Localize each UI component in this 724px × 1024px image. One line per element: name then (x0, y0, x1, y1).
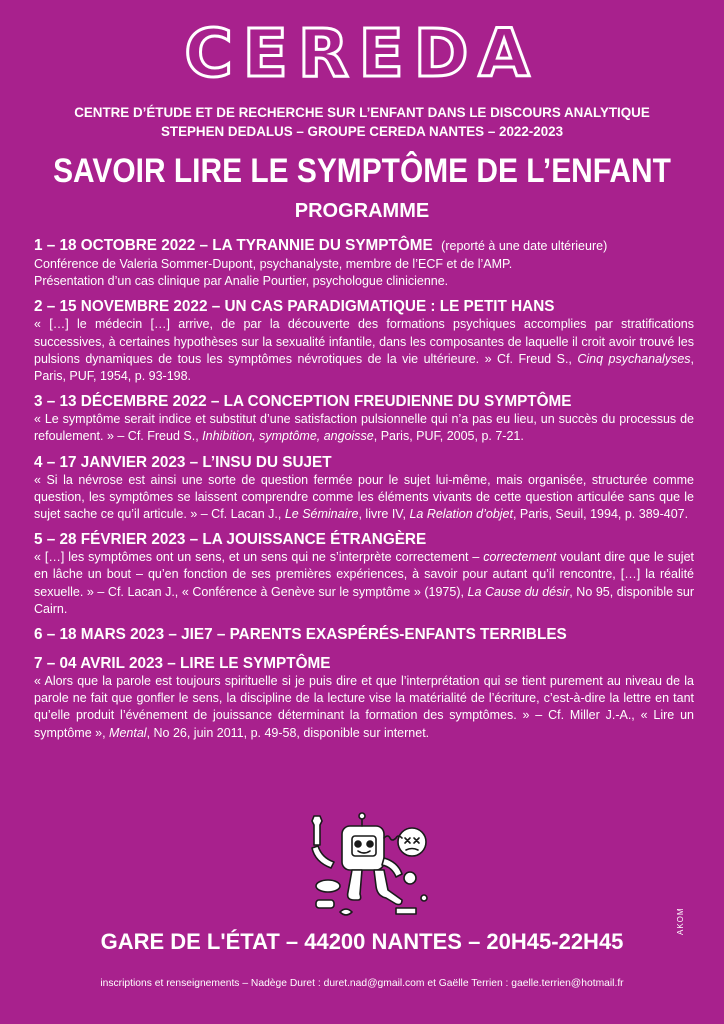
programme-heading: PROGRAMME (294, 200, 430, 222)
session-item (34, 654, 694, 742)
contact-info: inscriptions et renseignements – Nadège Duret : duret.nad@gmail.com et Gaëlle Terrien : gaelle.terrien@hotmail.fr (100, 978, 624, 989)
session-heading: 6 – 18 MARS 2023 – JIE7 – PARENTS EXASPÉRÉS-ENFANTS TERRIBLES (34, 626, 567, 644)
illustrator-credit: AKOM (676, 907, 685, 935)
session-item (34, 453, 694, 524)
session-heading: 2 – 15 NOVEMBRE 2022 – UN CAS PARADIGMATIQUE : LE PETIT HANS (34, 298, 555, 316)
session-note: (reporté à une date ultérieure) (441, 239, 608, 253)
session-body: « […] les symptômes ont un sens, et un sens qui ne s’interprète correctement – correctement voulant dire que le sujet en lâche un bout – qu’en fonction de ses premières expériences, à savoir pour autant qu’il rencontre, […] la réalité sexuelle. » – Cf. Lacan J., « Conférence à Genève sur le symptôme » (1975), La Cause du désir, No 95, disponible sur Cairn. (34, 550, 695, 616)
session-heading: 4 – 17 JANVIER 2023 – L’INSU DU SUJET (34, 453, 332, 471)
session-item (34, 297, 694, 385)
session-item (34, 530, 694, 618)
org-line-1: CENTRE D’ÉTUDE ET DE RECHERCHE SUR L’ENFANT DANS LE DISCOURS ANALYTIQUE (74, 105, 650, 120)
page-title: SAVOIR LIRE LE SYMPTÔME DE L’ENFANT (53, 152, 671, 190)
session-body: « […] le médecin […] arrive, de par la découverte des formations psychiques accomplies par stratifications successives, à certaines hypothèses sur la sexualité infantile, dans les composantes de laquelle il croit avoir trouvé les pulsions dynamiques de tous les symptômes névrotiques de la vie ultérieure. » Cf. Freud S., Cinq psychanalyses, Paris, PUF, 1954, p. 93-198. (34, 317, 695, 384)
session-body: « Le symptôme serait indice et substitut d’une satisfaction pulsionnelle qui n’a pas eu lieu, un succès du processus de refoulement. » – Cf. Freud S., Inhibition, symptôme, angoisse, Paris, PUF, 2005, p. 7-21. (34, 412, 694, 444)
session-heading: 3 – 13 DÉCEMBRE 2022 – LA CONCEPTION FREUDIENNE DU SYMPTÔME (34, 393, 572, 411)
organisation-header (0, 103, 724, 141)
session-item (34, 625, 694, 644)
session-item (34, 236, 694, 290)
org-line-2: STEPHEN DEDALUS – GROUPE CEREDA NANTES – 2022-2023 (160, 124, 564, 139)
session-body: Conférence de Valeria Sommer-Dupont, psychanalyste, membre de l’ECF et de l’AMP. Présentation d’un cas clinique par Analie Pourtier, psychologue clinicienne. (34, 257, 513, 289)
logo-cereda: CEREDA (184, 15, 540, 92)
session-heading: 1 – 18 OCTOBRE 2022 – LA TYRANNIE DU SYMPTÔME (reporté à une date ultérieure) (34, 237, 608, 254)
session-heading: 7 – 04 AVRIL 2023 – LIRE LE SYMPTÔME (34, 655, 331, 673)
session-list (34, 236, 694, 749)
session-item (34, 392, 694, 445)
robot-illustration (300, 808, 440, 923)
session-heading: 5 – 28 FÉVRIER 2023 – LA JOUISSANCE ÉTRANGÈRE (34, 531, 427, 549)
session-body: « Alors que la parole est toujours spirituelle si je puis dire et que l’interprétation qui se tient purement au niveau de la parole ne fait que gonfler le sens, la discipline de la lecture vise la matérialité de l’écriture, c’est-à-dire la lettre en tant qu’elle produit l’événement de jouissance déterminant la formation des symptômes. » – Cf. Miller J.-A., « Lire un symptôme », Mental, No 26, juin 2011, p. 49-58, disponible sur internet. (34, 674, 694, 740)
venue-time: GARE DE L'ÉTAT – 44200 NANTES – 20H45-22H45 (100, 929, 624, 954)
session-body: « Si la névrose est ainsi une sorte de question fermée pour le sujet lui-même, mais organisée, structurée comme question, les symptômes se laissent comprendre comme les éléments vivants de cette question articulée sans que le sujet sache ce qu’il articule. » – Cf. Lacan J., Le Séminaire, livre IV, La Relation d’objet, Paris, Seuil, 1994, p. 389-407. (34, 472, 694, 522)
